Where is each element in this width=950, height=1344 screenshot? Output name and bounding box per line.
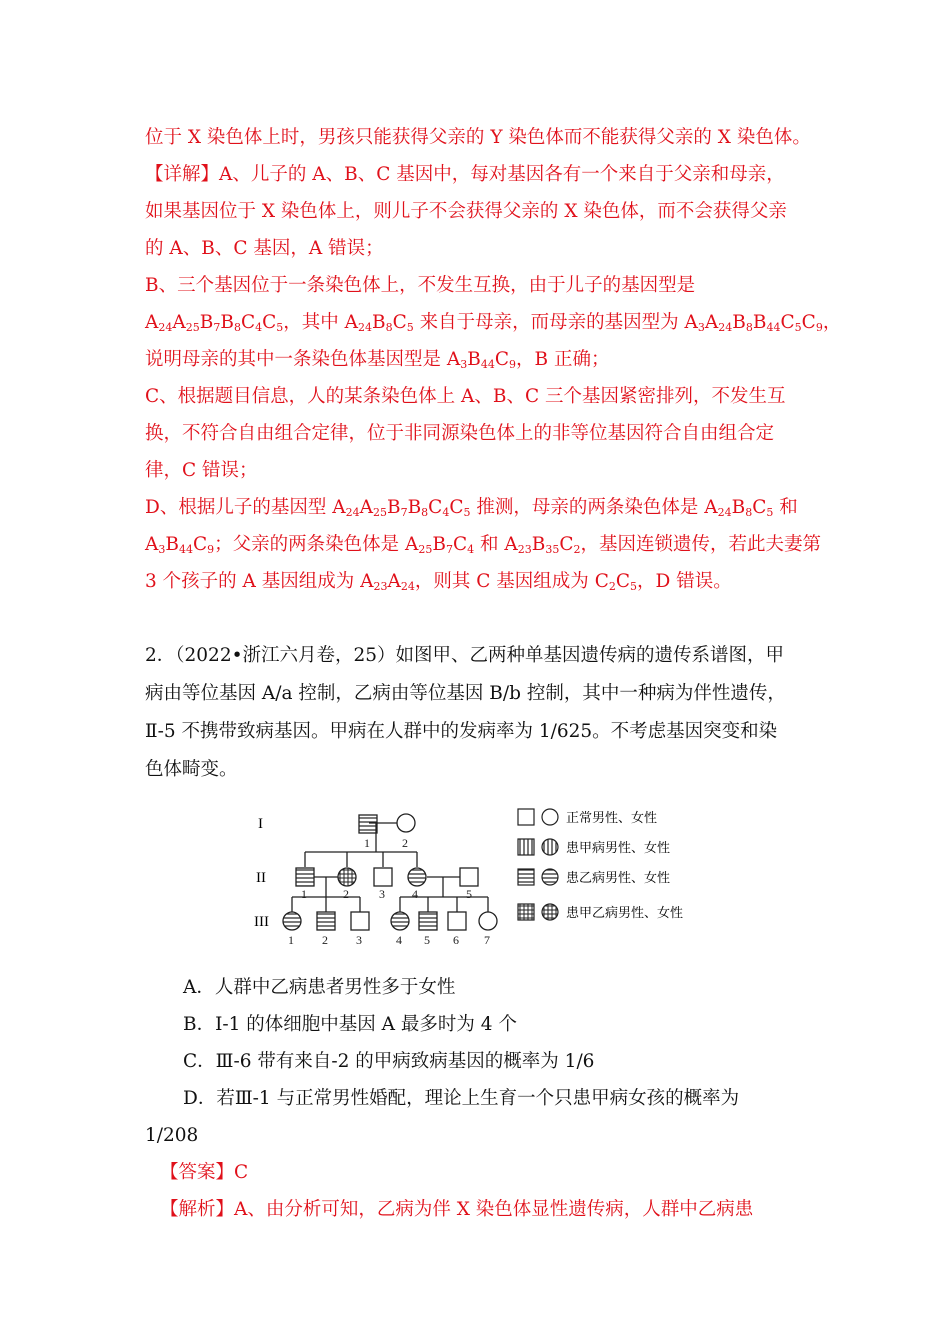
legend-B-female bbox=[542, 869, 558, 885]
legend-label: 患甲乙病男性、女性 bbox=[566, 905, 684, 920]
ind-label: 5 bbox=[424, 933, 430, 947]
red-text-line: B、三个基因位于一条染色体上，不发生互换，由于儿子的基因型是 bbox=[145, 275, 696, 296]
ind-label: 4 bbox=[396, 933, 402, 947]
answer-tag: 【答案】 bbox=[160, 1162, 235, 1183]
red-text-line: 换，不符合自由组合定律，位于非同源染色体上的非等位基因符合自由组合定 bbox=[145, 423, 775, 444]
ind-label: 2 bbox=[322, 933, 328, 947]
ind-label: 4 bbox=[412, 887, 418, 901]
legend-normal-male bbox=[518, 809, 534, 825]
gen-label: II bbox=[256, 870, 266, 886]
pedigree-III-1 bbox=[283, 912, 301, 930]
detail-tag: 【详解】 bbox=[145, 164, 220, 185]
pedigree-III-3 bbox=[351, 912, 369, 930]
ind-label: 3 bbox=[356, 933, 362, 947]
option-b: B．Ⅰ-1 的体细胞中基因 A 最多时为 4 个 bbox=[183, 1014, 517, 1035]
question-line: Ⅱ-5 不携带致病基因。甲病在人群中的发病率为 1/625。不考虑基因突变和染 bbox=[145, 721, 778, 742]
red-text-line: D、根据儿子的基因型 $A_{24}A_{25}B_7B_8C_4C_5$ 推测，母亲的两条染色体是 $A_{24}B_8C_5$ 和 bbox=[145, 497, 798, 519]
ind-label: 5 bbox=[466, 887, 472, 901]
pedigree-II-5 bbox=[460, 868, 478, 886]
pedigree-III-7 bbox=[479, 912, 497, 930]
pedigree-III-6 bbox=[448, 912, 466, 930]
red-text-line: $A_{24}A_{25}B_7B_8C_4C_5$，其中 $A_{24}B_8C_5$ 来自于母亲，而母亲的基因型为 $A_3A_{24}B_8B_{44}C_5C_9$， bbox=[145, 312, 842, 334]
pedigree-chart bbox=[250, 800, 700, 950]
legend-B-male bbox=[518, 869, 534, 885]
ind-label: 1 bbox=[301, 887, 307, 901]
pedigree-II-3 bbox=[374, 868, 392, 886]
pedigree-II-1 bbox=[296, 868, 314, 886]
legend-label: 患甲病男性、女性 bbox=[566, 840, 671, 855]
red-text-line: A、儿子的 A、B、C 基因中，每对基因各有一个来自于父亲和母亲， bbox=[219, 164, 785, 185]
analysis-tag: 【解析】 bbox=[160, 1199, 235, 1220]
red-text-line: 如果基因位于 X 染色体上，则儿子不会获得父亲的 X 染色体，而不会获得父亲 bbox=[145, 201, 787, 222]
red-text-line: C、根据题目信息，人的某条染色体上 A、B、C 三个基因紧密排列，不发生互 bbox=[145, 386, 786, 407]
red-text-line: $A_3B_{44}C_9$；父亲的两条染色体是 $A_{25}B_7C_4$ 和 $A_{23}B_{35}C_2$，基因连锁遗传，若此夫妻第 bbox=[145, 534, 822, 556]
pedigree-legend bbox=[518, 809, 683, 920]
legend-label: 正常男性、女性 bbox=[566, 810, 658, 825]
red-text-line: 位于 X 染色体上时，男孩只能获得父亲的 Y 染色体而不能获得父亲的 X 染色体。 bbox=[145, 127, 811, 148]
pedigree-III-5 bbox=[419, 912, 437, 930]
answer-value: C bbox=[234, 1162, 249, 1183]
ind-label: 2 bbox=[402, 836, 408, 850]
pedigree-I-1 bbox=[359, 815, 377, 833]
legend-AB-male bbox=[518, 904, 534, 920]
pedigree-II-4 bbox=[408, 868, 426, 886]
ind-label: 2 bbox=[343, 887, 349, 901]
question-line: 色体畸变。 bbox=[145, 759, 238, 780]
gen-label: I bbox=[258, 816, 263, 832]
analysis-line bbox=[160, 1197, 753, 1223]
pedigree-II-2 bbox=[338, 868, 356, 886]
detail-paragraph bbox=[145, 162, 785, 188]
red-text-line: 的 A、B、C 基因，A 错误； bbox=[145, 238, 384, 259]
option-a: A．人群中乙病患者男性多于女性 bbox=[183, 977, 456, 998]
option-d-cont: 1/208 bbox=[145, 1125, 199, 1146]
legend-A-female bbox=[542, 839, 558, 855]
answer-line bbox=[160, 1160, 248, 1186]
red-text-line: 说明母亲的其中一条染色体基因型是 $A_3B_{44}C_9$，B 正确； bbox=[145, 349, 610, 371]
pedigree-I-2 bbox=[397, 814, 415, 832]
legend-normal-female bbox=[542, 809, 558, 825]
pedigree-III-4 bbox=[391, 912, 409, 930]
option-c: C．Ⅲ-6 带有来自-2 的甲病致病基因的概率为 1/6 bbox=[183, 1051, 595, 1072]
legend-label: 患乙病男性、女性 bbox=[566, 870, 671, 885]
ind-label: 1 bbox=[364, 836, 370, 850]
question-line: 病由等位基因 A/a 控制，乙病由等位基因 B/b 控制，其中一种病为伴性遗传， bbox=[145, 683, 786, 704]
analysis-text: A、由分析可知，乙病为伴 X 染色体显性遗传病，人群中乙病患 bbox=[234, 1199, 754, 1220]
ind-label: 3 bbox=[379, 887, 385, 901]
option-d: D．若Ⅲ-1 与正常男性婚配，理论上生育一个只患甲病女孩的概率为 bbox=[183, 1088, 740, 1109]
ind-label: 1 bbox=[288, 933, 294, 947]
pedigree-III-2 bbox=[317, 912, 335, 930]
ind-label: 6 bbox=[453, 933, 459, 947]
legend-AB-female bbox=[542, 904, 558, 920]
question-line: 2．（2022•浙江六月卷，25）如图甲、乙两种单基因遗传病的遗传系谱图，甲 bbox=[145, 645, 785, 666]
gen-label: III bbox=[254, 914, 269, 930]
red-text-line: 律，C 错误； bbox=[145, 460, 258, 481]
ind-label: 7 bbox=[484, 933, 490, 947]
red-text-line: 3 个孩子的 A 基因组成为 $A_{23}A_{24}$，则其 C 基因组成为 $C_2C_5$，D 错误。 bbox=[145, 571, 732, 593]
legend-A-male bbox=[518, 839, 534, 855]
